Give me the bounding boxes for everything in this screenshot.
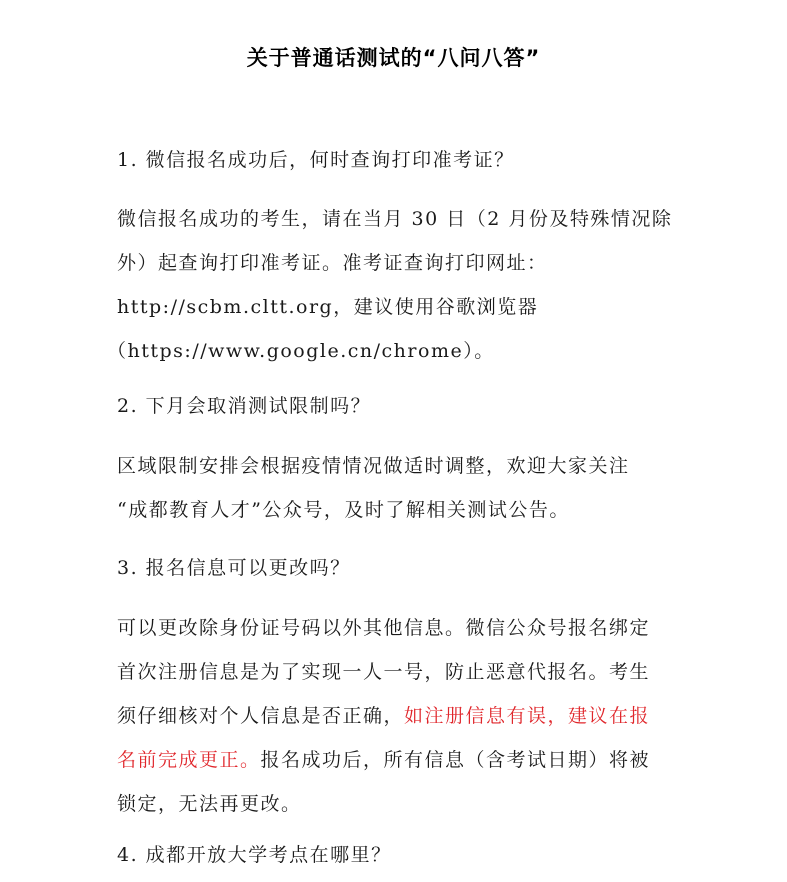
answer-3-highlight: 如注册信息有误，建议在报 [404, 705, 651, 727]
question-2 [117, 384, 677, 428]
answer-1-chrome-line: （https://www.google.cn/chrome）。 [107, 340, 495, 362]
question-4 [117, 833, 677, 877]
answer-3-line [117, 694, 677, 738]
question-1 [117, 138, 677, 182]
question-3 [117, 546, 677, 590]
question-1-text: 1. 微信报名成功后，何时查询打印准考证？ [117, 149, 515, 171]
answer-3-line: 锁定，无法再更改。 [117, 793, 302, 815]
answer-3-highlight: 名前完成更正。 [117, 749, 261, 771]
answer-3-line: 可以更改除身份证号码以外其他信息。微信公众号报名绑定 [117, 617, 651, 639]
answer-2-line: “成都教育人才”公众号，及时了解相关测试公告。 [117, 499, 570, 521]
answer-1-line: 外）起查询打印准考证。准考证查询打印网址： [117, 252, 548, 274]
answer-3-line [117, 738, 677, 782]
question-4-text: 4. 成都开放大学考点在哪里？ [117, 844, 392, 866]
document-title: 关于普通话测试的“八问八答” [246, 46, 541, 70]
answer-2 [117, 444, 677, 532]
answer-3-text: 须仔细核对个人信息是否正确， [117, 705, 405, 727]
answer-1-line: 微信报名成功的考生，请在当月 30 日（2 月份及特殊情况除 [117, 208, 673, 230]
answer-1-url-line: http://scbm.cltt.org，建议使用谷歌浏览器 [117, 296, 539, 318]
answer-2-line: 区域限制安排会根据疫情情况做适时调整，欢迎大家关注 [117, 455, 630, 477]
answer-3 [117, 606, 677, 826]
question-2-text: 2. 下月会取消测试限制吗？ [117, 395, 372, 417]
answer-1 [107, 197, 677, 373]
answer-3-line: 首次注册信息是为了实现一人一号，防止恶意代报名。考生 [117, 661, 651, 683]
answer-3-text: 报名成功后，所有信息（含考试日期）将被 [260, 749, 651, 771]
question-3-text: 3. 报名信息可以更改吗？ [117, 557, 351, 579]
